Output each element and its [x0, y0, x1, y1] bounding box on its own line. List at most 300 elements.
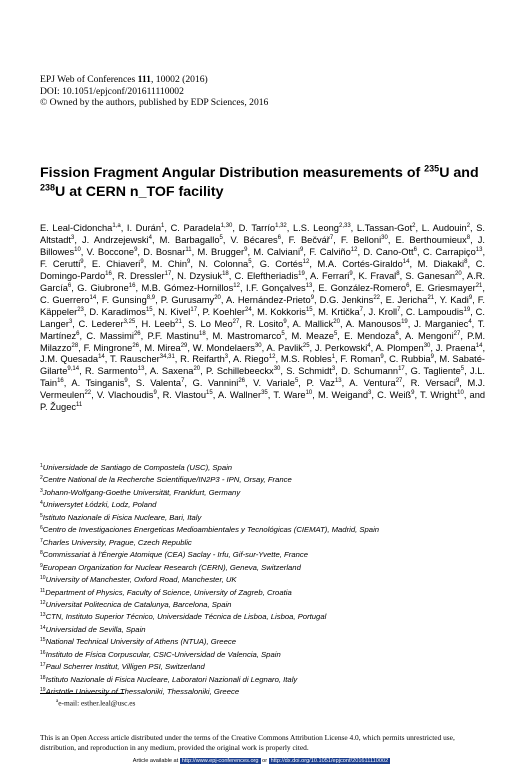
author-affiliation-mark: 30 [273, 366, 281, 373]
author-affiliation-mark: 30 [423, 342, 431, 349]
author [422, 223, 470, 233]
author-name: F. Cerutti [40, 258, 81, 269]
author [418, 259, 468, 269]
author-name: C. Domingo-Pardo [40, 258, 486, 281]
author-affiliation-mark: 21 [175, 318, 182, 325]
author [318, 307, 363, 317]
author-name: M.B. Gómez-Hornillos [141, 282, 234, 293]
author [346, 319, 408, 329]
author-affiliation-mark: 24 [244, 306, 252, 313]
author-affiliation-mark: 1 [331, 354, 336, 361]
author-name: J. Kroll [368, 306, 398, 317]
author-name: C. Eleftheriadis [234, 270, 299, 281]
author-name: V. Vlachoudis [96, 390, 154, 401]
author-name: D.G. Jenkins [319, 294, 374, 305]
affiliation-number: 18 [40, 674, 46, 681]
author [180, 354, 228, 364]
author [85, 366, 145, 376]
author-name: F. Gunsing [101, 294, 147, 305]
author [411, 366, 464, 376]
affiliation-item [40, 473, 490, 485]
affiliation-text: European Organization for Nuclear Research (CERN), Geneva, Switzerland [42, 562, 301, 572]
author [396, 235, 471, 245]
author-affiliation-mark: 1 [161, 223, 165, 229]
author [406, 307, 470, 317]
author-affiliation-mark: 9 [411, 390, 415, 397]
affiliation-text: University of Manchester, Oxford Road, Manchester, UK [45, 575, 237, 585]
affiliation-text: Universidade de Santiago de Compostela (USC), Spain [42, 463, 233, 472]
author [260, 259, 310, 269]
author [197, 247, 247, 257]
author [344, 331, 399, 341]
author-affiliation-mark: 7 [359, 306, 363, 313]
author-name: J. Perkowski [314, 342, 368, 353]
author [420, 390, 464, 400]
author [147, 331, 205, 341]
author-name: C. Paradela [170, 223, 221, 233]
author-name: V. Bécares [230, 234, 278, 245]
author-affiliation-mark: 4 [148, 234, 152, 241]
author-name: M. Weigand [318, 390, 369, 401]
author-affiliation-mark: 6 [413, 246, 417, 253]
doi-line: DOI: 10.1051/epjconf/201611110002 [40, 85, 184, 97]
author [188, 319, 239, 329]
author-name: A. Manousos [345, 318, 402, 329]
author [77, 283, 135, 293]
author-affiliation-mark: 9 [300, 246, 304, 253]
affiliation-text: Johann-Wolfgang-Goethe Universität, Frankfurt, Germany [42, 487, 241, 497]
author-affiliation-mark: 12 [233, 282, 240, 289]
author-name: J. Billowes [40, 234, 485, 257]
author-affiliation-mark: 9 [349, 270, 353, 277]
affiliation-item [40, 511, 490, 523]
author-name: E. Berthoumieux [395, 234, 467, 245]
author [141, 283, 239, 293]
affiliation-number: 4 [40, 500, 43, 507]
author [150, 366, 200, 376]
author-affiliation-mark: 9 [153, 390, 157, 397]
author-name: T. Rauscher [109, 354, 160, 365]
author-name: S. Valenta [135, 378, 182, 389]
author-affiliation-mark: 5 [219, 234, 223, 241]
author-affiliation-mark: 3 [331, 366, 336, 373]
author-name: P. Schillebeeckx [205, 366, 274, 377]
author-name: P. Koehler [202, 306, 245, 317]
author-affiliation-mark: 27 [395, 378, 403, 385]
license-notice: This is an Open Access article distributed under the terms of the Creative Commons Attribution License 4.0, which permits unrestricted use, distribution, and reproduction in any medium, provided the original work is properly cited. [40, 733, 455, 752]
author-affiliation-mark: 11 [76, 402, 83, 409]
affiliation-text: CTN, Instituto Superior Técnico, Universidade Técnica de Lisboa, Lisboa, Portugal [45, 612, 327, 622]
author-affiliation-mark: 8,9 [146, 294, 156, 301]
author-name: M. Kokkoris [257, 306, 306, 317]
author-affiliation-mark: 30 [254, 342, 262, 349]
affiliation-number: 17 [40, 662, 46, 669]
author-name: M.J. Vermeulen [40, 378, 486, 401]
author-name: R. Sarmento [84, 366, 138, 377]
author [341, 366, 405, 376]
author-name: P.M. Milazzo [40, 330, 486, 353]
author-affiliation-mark: 10 [305, 390, 313, 397]
author-name: A. Plompen [375, 342, 424, 353]
author-name: A. Pavlik [266, 342, 303, 353]
author-affiliation-mark: 34,31 [159, 354, 175, 361]
author-affiliation-mark: 2 [466, 223, 471, 229]
author-name: S. Lo Meo [188, 318, 233, 329]
author [377, 390, 414, 400]
author [289, 235, 334, 245]
author-affiliation-mark: 9,14 [67, 366, 80, 373]
author-affiliation-mark: 11 [185, 246, 192, 253]
affiliation-text: Department of Physics, Faculty of Science, University of Zagreb, Croatia [45, 587, 292, 597]
author [79, 319, 136, 329]
author-name: J. Andrzejewski [82, 234, 149, 245]
author [163, 390, 213, 400]
author-name: A. Riego [232, 354, 269, 365]
author-name: A. Ventura [349, 378, 396, 389]
author-affiliation-mark: 1,30 [220, 223, 233, 229]
author-name: A.R. García [40, 270, 486, 293]
author-name: R. Losito [245, 318, 284, 329]
affiliation-item [40, 548, 490, 560]
author [193, 343, 262, 353]
author [368, 307, 400, 317]
affiliation-item [40, 561, 490, 573]
author [231, 235, 281, 245]
affiliation-item [40, 673, 490, 685]
author-affiliation-mark: 3 [68, 318, 73, 325]
author-affiliation-mark: 7 [329, 234, 334, 241]
author-affiliation-mark: 19 [401, 318, 408, 325]
author-name: Y. Kadi [439, 294, 469, 305]
author-affiliation-mark: 6 [67, 282, 72, 289]
author-affiliation-mark: 25 [302, 342, 310, 349]
author [193, 378, 245, 388]
author-name: A. Tsinganis [71, 378, 125, 389]
author-name: D. Karadimos [89, 306, 146, 317]
affiliation-item [40, 486, 490, 498]
affiliation-item [40, 648, 490, 660]
author [226, 295, 314, 305]
author-affiliation-mark: 3,25 [123, 318, 136, 325]
author-affiliation-mark: 9 [187, 258, 191, 265]
author [97, 390, 157, 400]
author [309, 247, 357, 257]
affiliation-text: Centre National de la Recherche Scientifique/IN2P3 - IPN, Orsay, France [42, 475, 292, 485]
author-name: R. Dressler [117, 270, 165, 281]
author-affiliation-mark: 5 [248, 258, 252, 265]
author-name: M. Diakaki [417, 258, 465, 269]
author-affiliation-mark: 4 [468, 318, 472, 325]
affiliation-item [40, 635, 490, 647]
author-affiliation-mark: 14 [89, 294, 97, 301]
author [213, 331, 285, 341]
author-affiliation-mark: 1,a [112, 223, 121, 229]
affiliation-number: 3 [40, 487, 43, 494]
author [318, 390, 371, 400]
affiliation-item [40, 623, 490, 635]
author-affiliation-mark: 9 [283, 318, 287, 325]
author [349, 378, 402, 388]
author-name: S. Altstadt [40, 223, 486, 245]
author-name: M. Mastromarco [212, 330, 282, 341]
author-name: C. Weiß [377, 390, 412, 401]
affiliation-number: 5 [40, 512, 43, 519]
author-name: M. Brugger [197, 246, 245, 257]
author-name: J.L. Tain [40, 366, 485, 389]
author-name: M.S. Robles [280, 354, 332, 365]
author [127, 223, 164, 233]
author [281, 354, 335, 364]
author-affiliation-mark: 6 [277, 234, 281, 241]
author [411, 378, 460, 388]
author-affiliation-mark: 17 [164, 270, 172, 277]
author [292, 319, 340, 329]
copyright-line: © Owned by the authors, published by EDP Sciences, 2016 [40, 97, 269, 109]
author [440, 295, 473, 305]
author-name: J.M. Quesada [40, 354, 99, 365]
author-affiliation-mark: 6 [76, 330, 80, 337]
author-affiliation-mark: 8 [396, 270, 400, 277]
author-affiliation-mark: 3 [368, 390, 372, 397]
author-affiliation-mark: 4 [367, 342, 371, 349]
author-name: T. Martínez [40, 318, 485, 341]
affiliation-text: National Technical University of Athens (NTUA), Greece [45, 637, 236, 647]
author [389, 354, 434, 364]
author [340, 354, 383, 364]
affiliation-item [40, 536, 490, 548]
affiliation-text: Instituto de Física Corpuscular, CSIC-Universidad de Valencia, Spain [45, 649, 281, 659]
author-name: F. Calviño [309, 246, 351, 257]
affiliation-item [40, 598, 490, 610]
author-affiliation-mark: 8 [464, 258, 468, 265]
author-affiliation-mark: 21 [427, 294, 435, 301]
author [71, 378, 127, 388]
author-name: D. Tarrío [238, 223, 276, 233]
author [415, 283, 482, 293]
journal-header [40, 74, 268, 109]
author-affiliation-mark: 8 [466, 234, 471, 241]
author-affiliation-mark: 2 [412, 223, 416, 229]
author-name: L. Audouin [421, 223, 467, 233]
author-affiliation-mark: 9 [124, 378, 128, 385]
author [341, 235, 388, 245]
affiliation-item [40, 498, 490, 510]
doi-link[interactable]: http://dx.doi.org/10.1051/epjconf/201611110002 [270, 758, 389, 764]
author-affiliation-mark: 9 [244, 246, 248, 253]
author-affiliation-mark: 15 [145, 306, 153, 313]
affiliation-list [40, 461, 490, 698]
author [206, 366, 280, 376]
author-name: I.F. Gonçalves [245, 282, 306, 293]
author-affiliation-mark: 22 [373, 294, 381, 301]
affiliation-item [40, 610, 490, 622]
author-affiliation-mark: 12 [350, 246, 358, 253]
author-affiliation-mark: 15 [206, 390, 213, 397]
author [144, 343, 187, 353]
author [320, 295, 380, 305]
author-affiliation-mark: 5 [460, 366, 465, 373]
author-affiliation-mark: 14 [98, 354, 105, 361]
author-affiliation-mark: 26 [238, 378, 245, 385]
author-affiliation-mark: 6 [406, 282, 410, 289]
author-affiliation-mark: 29 [180, 342, 188, 349]
affiliation-item [40, 586, 490, 598]
affiliation-text: Uniwersytet Łódzki, Lodz, Poland [42, 500, 157, 510]
author [253, 247, 303, 257]
affiliation-number: 16 [40, 649, 46, 656]
author-affiliation-mark: 21 [475, 282, 483, 289]
author [253, 378, 298, 388]
footnote-divider [40, 693, 124, 694]
author-name: K. Fraval [358, 270, 397, 281]
author-name: J. Praena [435, 342, 476, 353]
author-name: G. Vannini [192, 378, 239, 389]
author [318, 259, 410, 269]
author-affiliation-mark: 30 [381, 234, 388, 241]
author-affiliation-mark: 26 [132, 342, 140, 349]
author [136, 378, 185, 388]
author-affiliation-mark: 6 [395, 330, 399, 337]
author-affiliation-mark: 12 [302, 258, 310, 265]
author [239, 223, 287, 233]
author-affiliation-mark: 26 [133, 330, 141, 337]
author-name: F. Mingrone [83, 342, 133, 353]
author-affiliation-mark: 17 [190, 306, 198, 313]
author-affiliation-mark: 9 [134, 246, 138, 253]
author-affiliation-mark: 13 [334, 378, 342, 385]
author-name: E. Griesmayer [415, 282, 476, 293]
affiliation-number: 8 [40, 550, 43, 557]
author [286, 366, 335, 376]
author-name: C. Rubbia [389, 354, 431, 365]
author [86, 331, 140, 341]
author-affiliation-mark: 5 [281, 330, 285, 337]
author-affiliation-mark: 9 [310, 294, 315, 301]
affiliation-item [40, 573, 490, 585]
author-name: J. Marganiec [414, 318, 469, 329]
conference-link[interactable]: http://www.epj-conferences.org [181, 758, 259, 764]
author [92, 259, 144, 269]
author-name: P. Žugec [40, 402, 77, 413]
affiliation-text: Charles University, Prague, Czech Republic [42, 537, 192, 547]
affiliation-text: Universidad de Sevilla, Spain [45, 624, 146, 634]
affiliation-text: Aristotle University of Thessaloniki, Thessaloniki, Greece [45, 687, 240, 697]
affiliation-number: 14 [40, 624, 46, 631]
author [246, 283, 312, 293]
author-name: A. Hernández-Prieto [226, 294, 311, 305]
author-name: F. Bečvář [288, 234, 330, 245]
author-affiliation-mark: 16 [105, 270, 112, 277]
author-name: A. Wallner [217, 390, 262, 401]
author-affiliation-mark: 13 [475, 246, 483, 253]
author-name: S. Schmidt [286, 366, 332, 377]
author-affiliation-mark: 14 [475, 342, 483, 349]
author [40, 354, 105, 364]
author [118, 271, 172, 281]
author-affiliation-mark: 9 [80, 258, 84, 265]
author [306, 378, 341, 388]
author-affiliation-mark: 20 [214, 294, 221, 301]
author-affiliation-mark: 5 [294, 378, 299, 385]
author-affiliation-mark: 19 [298, 270, 305, 277]
author-name: S. Ganesan [405, 270, 455, 281]
author-name: V. Boccone [86, 246, 135, 257]
affiliation-item [40, 523, 490, 535]
author-name: N. Kivel [158, 306, 191, 317]
author [40, 402, 82, 412]
author [110, 354, 175, 364]
author-affiliation-mark: 17 [398, 366, 405, 373]
author-affiliation-mark: 16 [57, 378, 64, 385]
author [161, 295, 221, 305]
author-name: P. Gurusamy [160, 294, 215, 305]
author-name: L.S. Leong [292, 223, 339, 233]
author-name: V. Variale [253, 378, 295, 389]
author-affiliation-mark: 20 [193, 366, 201, 373]
author-affiliation-mark: 9 [380, 354, 384, 361]
author-name: G. Tagliente [410, 366, 461, 377]
author [160, 235, 223, 245]
author-name: E. Mendoza [344, 330, 396, 341]
affiliation-number: 11 [40, 587, 46, 594]
author-name: I. Durán [126, 223, 162, 233]
affiliation-text: Centro de Investigaciones Energeticas Medioambientales y Tecnológicas (CIEMAT), Madrid, Spain [42, 525, 380, 535]
author [358, 271, 399, 281]
author [414, 319, 472, 329]
affiliation-number: 1 [40, 463, 43, 469]
author-name: D. Cano-Ott [363, 246, 414, 257]
corresponding-email: $^a$e-mail: esther.leal@usc.es [56, 698, 136, 708]
author-name: C. Massimi [86, 330, 134, 341]
author-name: G. Giubrone [77, 282, 129, 293]
author-name: C. Langer [40, 306, 485, 329]
author [40, 259, 84, 269]
author [171, 223, 233, 233]
author-name: M. Barbagallo [159, 234, 220, 245]
author [143, 247, 191, 257]
author-name: D. Schumann [341, 366, 399, 377]
author [203, 307, 252, 317]
author-name: F. Roman [340, 354, 381, 365]
author [405, 331, 460, 341]
author-name: A. Ferrari [310, 270, 350, 281]
author-affiliation-mark: 12 [268, 354, 276, 361]
author-name: T. Ware [273, 390, 306, 401]
affiliation-number: 12 [40, 599, 46, 606]
author-name: R. Vlastou [162, 390, 207, 401]
author-name: C. Guerrero [40, 294, 90, 305]
affiliation-item [40, 660, 490, 672]
author [102, 295, 155, 305]
author-affiliation-mark: 10 [457, 390, 464, 397]
author [152, 259, 190, 269]
author-affiliation-mark: 22 [84, 390, 92, 397]
author-name: G. Cortés [259, 258, 303, 269]
author [310, 271, 353, 281]
author-name: N. Colonna [198, 258, 249, 269]
author-affiliation-mark: 23 [77, 306, 84, 313]
author-name: E. González-Romero [318, 282, 407, 293]
author-name: F. Belloni [340, 234, 382, 245]
author [315, 343, 371, 353]
author [40, 295, 96, 305]
author [363, 247, 417, 257]
author-affiliation-mark: 14 [402, 258, 410, 265]
author [257, 307, 313, 317]
author [233, 354, 276, 364]
affiliation-text: Paul Scherrer Institut, Villigen PSI, Switzerland [45, 662, 205, 672]
author [87, 247, 138, 257]
